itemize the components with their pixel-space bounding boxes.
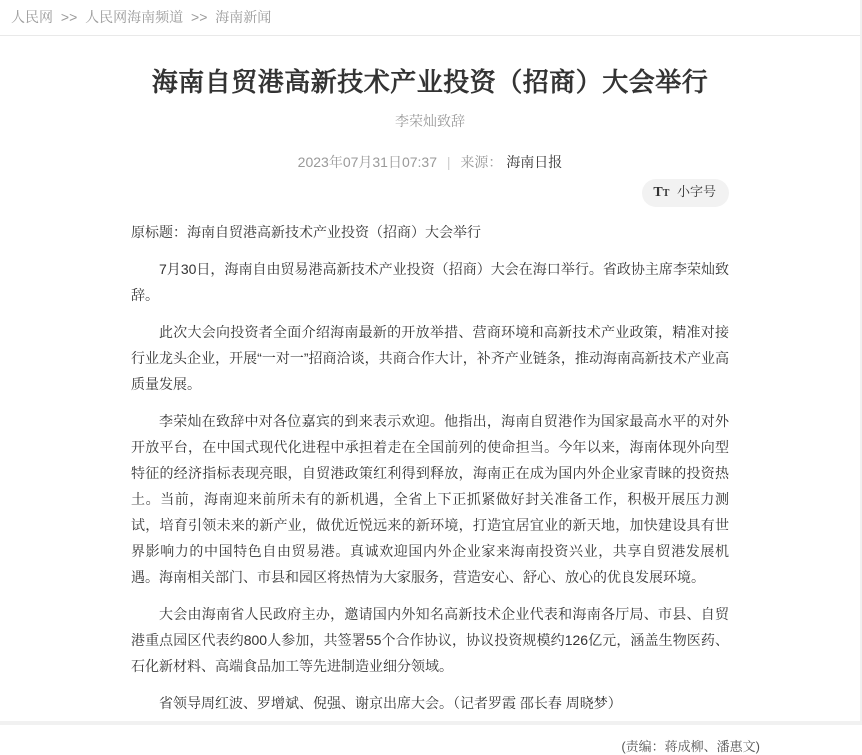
font-size-button[interactable] — [642, 179, 729, 207]
breadcrumb-item-hainan-news[interactable]: 海南新闻 — [215, 9, 272, 25]
font-size-button-label: 小字号 — [676, 184, 716, 199]
article-paragraph: 7月30日，海南自由贸易港高新技术产业投资（招商）大会在海口举行。省政协主席李荣灿致辞。 — [131, 261, 729, 303]
page-title: 海南自贸港高新技术产业投资（招商）大会举行 — [151, 67, 709, 97]
content-column — [131, 179, 729, 716]
breadcrumb — [0, 0, 860, 36]
article-header — [0, 65, 860, 172]
font-size-icon: TT — [653, 185, 670, 200]
article-paragraph: 省领导周红波、罗增斌、倪强、谢京出席大会。（记者罗霞 邵长春 周晓梦） — [159, 695, 622, 711]
editors-credit: (责编：蒋成柳、潘惠文) — [621, 739, 760, 754]
breadcrumb-item-hainan-channel[interactable]: 人民网海南频道 — [85, 9, 184, 25]
breadcrumb-separator: >> — [60, 9, 78, 25]
article-subtitle: 李荣灿致辞 — [395, 113, 465, 129]
publish-date: 2023年07月31日07:37 — [297, 154, 437, 170]
article-paragraph: 李荣灿在致辞中对各位嘉宾的到来表示欢迎。他指出，海南自贸港作为国家最高水平的对外开放平台，在中国式现代化进程中承担着走在全国前列的使命担当。今年以来，海南体现外向型特征的经济指标表现亮眼，自贸港政策红利得到释放，海南正在成为国内外企业家青睐的投资热土。当前，海南迎来前所未有的新机遇，全省上下正抓紧做好封关准备工作，积极开展压力测试，培育引领未来的新产业，做优近悦远来的新环境，打造宜居宜业的新天地，加快建设具有世界影响力的中国特色自由贸易港。真诚欢迎国内外企业家来海南投资兴业，共享自贸港发展机遇。海南相关部门、市县和园区将热情为大家服务，营造安心、舒心、放心的优良发展环境。 — [131, 413, 729, 585]
original-title-line: 原标题：海南自贸港高新技术产业投资（招商）大会举行 — [131, 224, 481, 240]
article-paragraph: 此次大会向投资者全面介绍海南最新的开放举措、营商环境和高新技术产业政策，精准对接行业龙头企业，开展“一对一”招商洽谈，共商合作大计，补齐产业链条，推动海南高新技术产业高质量发展。 — [131, 324, 729, 392]
source-label: 来源： — [460, 154, 503, 170]
breadcrumb-separator: >> — [191, 9, 208, 25]
article-body — [131, 219, 729, 716]
toolbar-row — [131, 179, 729, 207]
meta-separator: | — [446, 154, 451, 170]
source-link[interactable]: 海南日报 — [506, 154, 563, 170]
article-paragraph: 大会由海南省人民政府主办，邀请国内外知名高新技术企业代表和海南各厅局、市县、自贸港重点园区代表约800人参加，共签署55个合作协议，协议投资规模约126亿元，涵盖生物医药、石化新材料、高端食品加工等先进制造业细分领域。 — [131, 606, 729, 674]
article-meta — [0, 152, 860, 172]
breadcrumb-item-people-net[interactable]: 人民网 — [11, 9, 53, 25]
